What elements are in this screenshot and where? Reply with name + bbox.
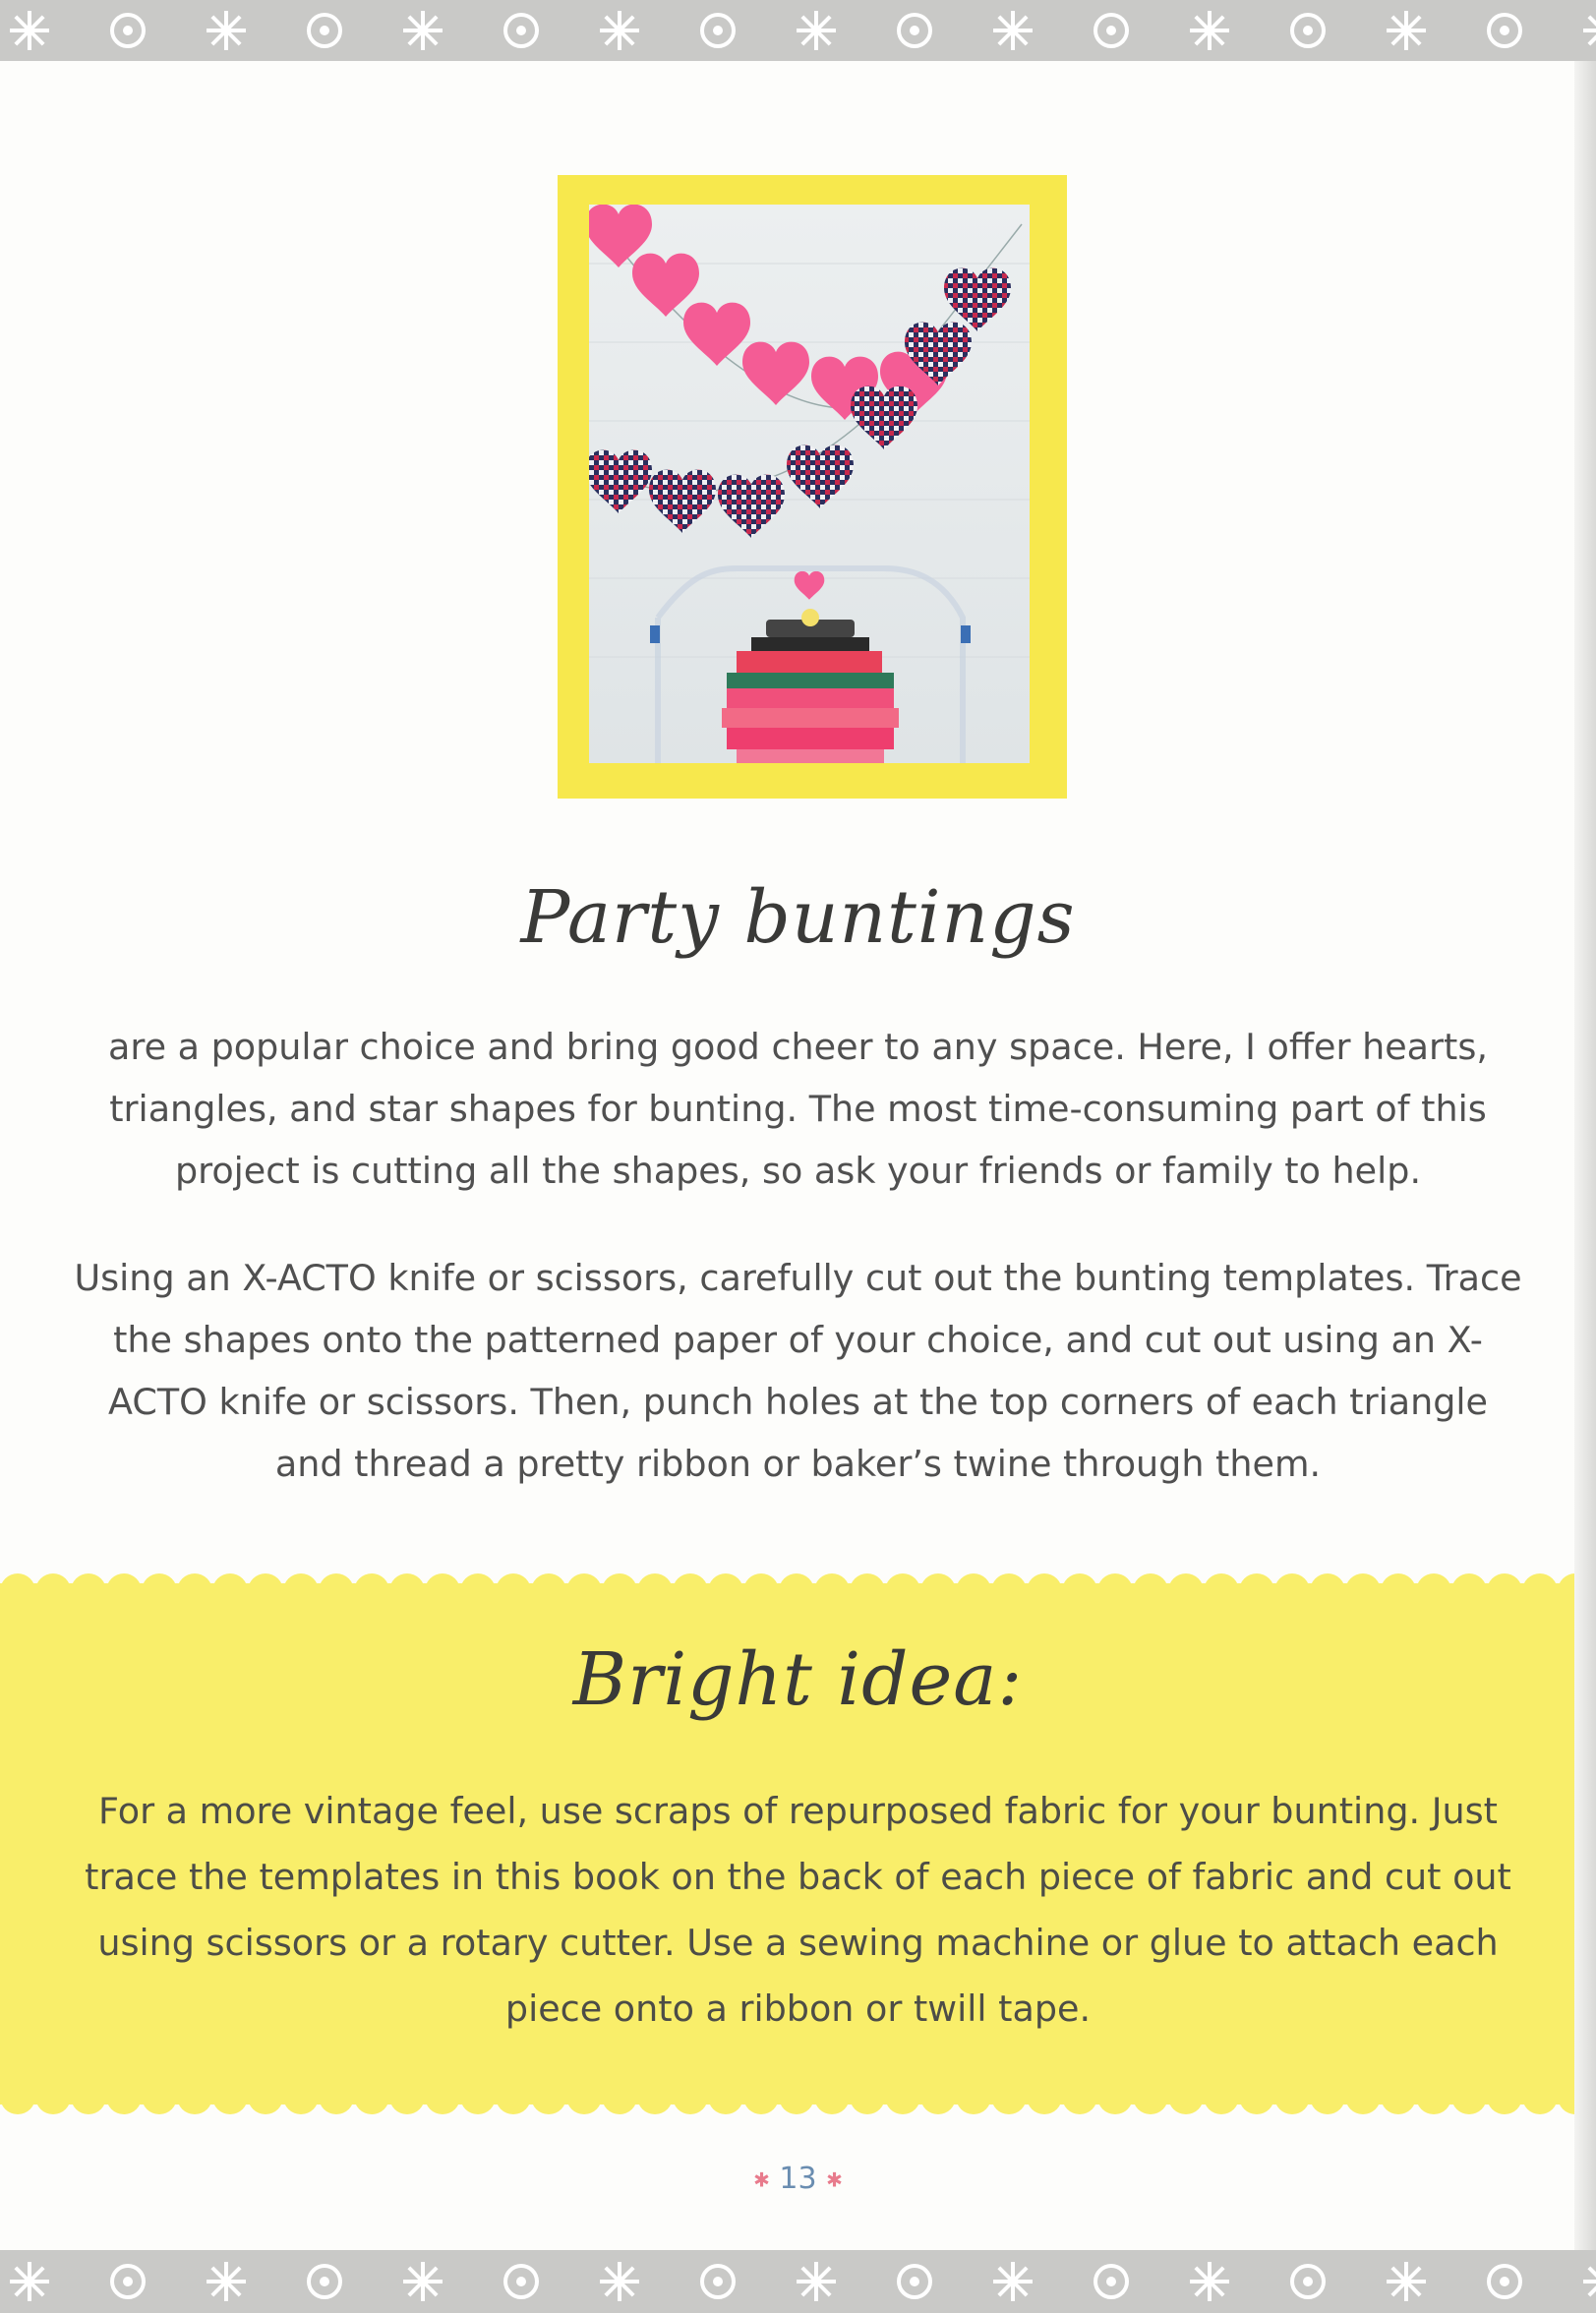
bottom-border-pattern — [0, 2250, 1596, 2313]
scallop-bump — [1062, 2097, 1097, 2114]
scallop-bump — [956, 1573, 991, 1591]
scallop-bump — [885, 1573, 920, 1591]
scallop-bump — [212, 1573, 248, 1591]
tip-heading: Bright idea: — [572, 1637, 1024, 1722]
scallop-bump — [496, 1573, 531, 1591]
scallop-bump — [319, 1573, 354, 1591]
scallop-bump — [850, 1573, 885, 1591]
scallop-bump — [389, 2097, 425, 2114]
scallop-bump — [1451, 1573, 1487, 1591]
scallop-bump — [212, 2097, 248, 2114]
flower-pattern-icon — [993, 2262, 1033, 2301]
flower-pattern-icon — [1387, 11, 1426, 50]
scallop-bump — [1168, 2097, 1204, 2114]
scallop-bump — [1310, 1573, 1345, 1591]
ring-dot-icon — [1303, 26, 1313, 35]
scallop-bump — [1027, 1573, 1062, 1591]
scallop-bump — [920, 1573, 956, 1591]
scallop-bump — [1097, 2097, 1133, 2114]
scallop-bump — [1487, 1573, 1522, 1591]
scallop-bump — [602, 2097, 637, 2114]
scallop-bump — [743, 2097, 779, 2114]
flower-pattern-icon — [403, 11, 443, 50]
scallop-bump — [389, 1573, 425, 1591]
scallop-bump — [1345, 2097, 1381, 2114]
scallop-bump — [602, 1573, 637, 1591]
scallop-bump — [566, 2097, 602, 2114]
scallop-bump — [779, 2097, 814, 2114]
scallop-bump — [425, 2097, 460, 2114]
scallop-bump — [35, 1573, 71, 1591]
scallop-bump — [1168, 1573, 1204, 1591]
scallop-bump — [71, 2097, 106, 2114]
scallop-bump — [1451, 2097, 1487, 2114]
ring-dot-icon — [516, 26, 526, 35]
flower-pattern-icon — [1583, 2262, 1596, 2301]
ring-dot-icon — [713, 2277, 723, 2286]
scallop-bump — [71, 1573, 106, 1591]
scallop-edge-top — [0, 1572, 1574, 1591]
instructions-paragraph: Using an X-ACTO knife or scissors, carefully cut out the bunting templates. Trace the shapes onto the patterned paper of your choice, and cut out using an X-ACTO knife or scissors. Then, punch holes at the top corners of each triangle and thread a pretty ribbon or baker’s twine through them. — [74, 1257, 1522, 1485]
scallop-bump — [1027, 2097, 1062, 2114]
scallop-bump — [354, 2097, 389, 2114]
ring-dot-icon — [1500, 26, 1509, 35]
scallop-bump — [35, 2097, 71, 2114]
flower-pattern-icon — [600, 2262, 639, 2301]
scallop-bump — [460, 1573, 496, 1591]
ring-dot-icon — [320, 26, 329, 35]
scallop-bump — [708, 2097, 743, 2114]
ring-dot-icon — [123, 2277, 133, 2286]
flower-pattern-icon — [1583, 11, 1596, 50]
page-title: Party buntings — [520, 875, 1076, 960]
scallop-edge-bottom — [0, 2097, 1574, 2116]
scallop-bump — [1204, 1573, 1239, 1591]
scallop-bump — [1558, 1573, 1574, 1591]
flower-pattern-icon — [207, 2262, 246, 2301]
scallop-bump — [637, 2097, 673, 2114]
scallop-bump — [814, 2097, 850, 2114]
scallop-bump — [956, 2097, 991, 2114]
ring-dot-icon — [910, 2277, 919, 2286]
scallop-bump — [142, 2097, 177, 2114]
scallop-bump — [283, 2097, 319, 2114]
scallop-bump — [743, 1573, 779, 1591]
scallop-bump — [1381, 1573, 1416, 1591]
scallop-bump — [354, 1573, 389, 1591]
ring-dot-icon — [516, 2277, 526, 2286]
scallop-bump — [1062, 1573, 1097, 1591]
scallop-bump — [920, 2097, 956, 2114]
flower-pattern-icon — [1387, 2262, 1426, 2301]
scallop-bump — [1345, 1573, 1381, 1591]
scallop-bump — [1133, 1573, 1168, 1591]
flower-pattern-icon — [1190, 11, 1229, 50]
scallop-bump — [1558, 2097, 1574, 2114]
scallop-bump — [885, 2097, 920, 2114]
scallop-bump — [779, 1573, 814, 1591]
scallop-bump — [142, 1573, 177, 1591]
bunting-photo-illustration — [589, 205, 1030, 763]
scallop-bump — [1274, 2097, 1310, 2114]
scallop-bump — [708, 1573, 743, 1591]
scallop-bump — [1522, 2097, 1558, 2114]
scallop-bump — [248, 2097, 283, 2114]
flower-pattern-icon — [207, 11, 246, 50]
scallop-bump — [1522, 1573, 1558, 1591]
flower-pattern-icon — [797, 2262, 836, 2301]
scallop-bump — [1239, 2097, 1274, 2114]
scallop-bump — [637, 1573, 673, 1591]
scallop-bump — [814, 1573, 850, 1591]
scallop-bump — [496, 2097, 531, 2114]
scallop-bump — [566, 1573, 602, 1591]
intro-paragraph: are a popular choice and bring good cheer to any space. Here, I offer hearts, triangles, and star shapes for bunting. The most time-consuming part of this project is cutting all the shapes, so ask your friends or family to help. — [108, 1026, 1488, 1192]
scallop-bump — [319, 2097, 354, 2114]
scallop-bump — [1416, 2097, 1451, 2114]
ring-dot-icon — [320, 2277, 329, 2286]
scallop-bump — [425, 1573, 460, 1591]
flower-pattern-icon — [600, 11, 639, 50]
scallop-bump — [106, 2097, 142, 2114]
page-number — [0, 2162, 1596, 2196]
ring-dot-icon — [1106, 26, 1116, 35]
scallop-bump — [531, 2097, 566, 2114]
ring-dot-icon — [910, 26, 919, 35]
flower-pattern-icon — [10, 2262, 49, 2301]
photo-frame — [558, 175, 1067, 799]
bunting-photo — [589, 205, 1030, 763]
scallop-bump — [850, 2097, 885, 2114]
flower-pattern-icon — [10, 11, 49, 50]
star-icon: ✱ — [753, 2167, 770, 2192]
tip-paragraph: For a more vintage feel, use scraps of repurposed fabric for your bunting. Just trace the templates in this book on the back of each piece of fabric and cut out using scissors or a rotary cutter. Use a sewing machine or glue to attach each piece onto a ribbon or twill tape. — [85, 1790, 1511, 2030]
scallop-bump — [106, 1573, 142, 1591]
scallop-bump — [1133, 2097, 1168, 2114]
scallop-bump — [283, 1573, 319, 1591]
scallop-bump — [460, 2097, 496, 2114]
scallop-bump — [1487, 2097, 1522, 2114]
scallop-bump — [177, 1573, 212, 1591]
scallop-bump — [673, 2097, 708, 2114]
star-icon: ✱ — [826, 2167, 843, 2192]
scallop-bump — [248, 1573, 283, 1591]
flower-pattern-icon — [1190, 2262, 1229, 2301]
ring-dot-icon — [713, 26, 723, 35]
scallop-bump — [1416, 1573, 1451, 1591]
scallop-bump — [673, 1573, 708, 1591]
scallop-bump — [1204, 2097, 1239, 2114]
scallop-bump — [1274, 1573, 1310, 1591]
scallop-bump — [1381, 2097, 1416, 2114]
page-number-value: 13 — [779, 2162, 817, 2196]
scallop-bump — [1310, 2097, 1345, 2114]
ring-dot-icon — [1500, 2277, 1509, 2286]
flower-pattern-icon — [993, 11, 1033, 50]
top-border-pattern — [0, 0, 1596, 61]
flower-pattern-icon — [797, 11, 836, 50]
scallop-bump — [1239, 1573, 1274, 1591]
flower-pattern-icon — [403, 2262, 443, 2301]
ring-dot-icon — [1106, 2277, 1116, 2286]
scallop-bump — [1097, 1573, 1133, 1591]
page-edge-shadow — [1574, 61, 1596, 2250]
scallop-bump — [0, 1573, 35, 1591]
scallop-bump — [177, 2097, 212, 2114]
ring-dot-icon — [1303, 2277, 1313, 2286]
scallop-bump — [0, 2097, 35, 2114]
scallop-bump — [991, 1573, 1027, 1591]
ring-dot-icon — [123, 26, 133, 35]
scallop-bump — [991, 2097, 1027, 2114]
scallop-bump — [531, 1573, 566, 1591]
